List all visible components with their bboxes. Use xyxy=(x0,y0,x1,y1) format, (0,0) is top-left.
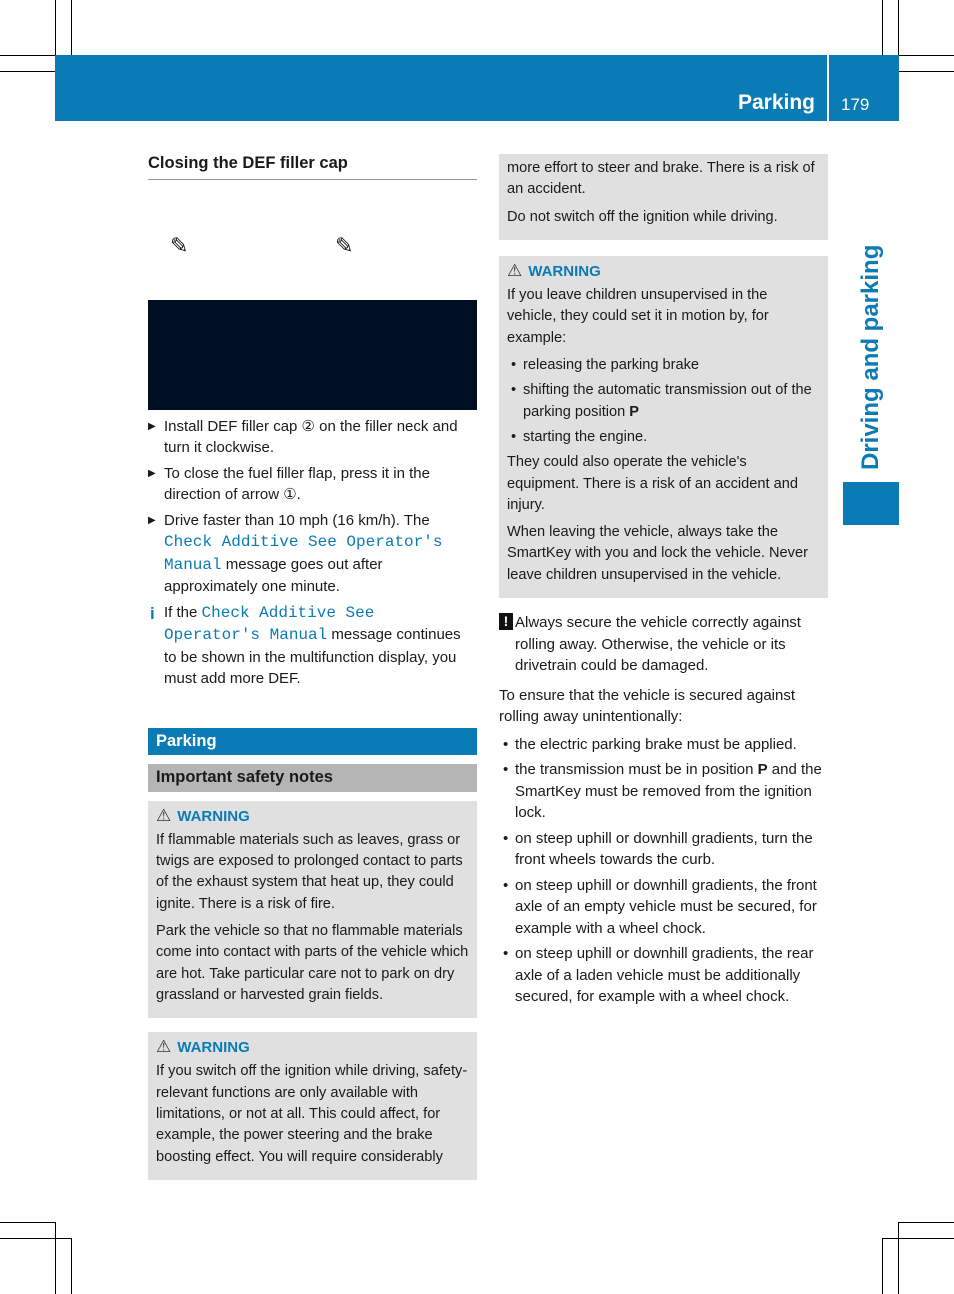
subsection-bar: Important safety notes xyxy=(148,764,477,792)
figure-image xyxy=(148,300,477,410)
crop-mark xyxy=(898,55,954,56)
list-item: • the transmission must be in position P and the SmartKey must be removed from the ignition lock. xyxy=(499,759,828,824)
list-item: • on steep uphill or downhill gradients, the rear axle of a laden vehicle must be additionally secured, for example with a wheel chock. xyxy=(499,943,828,1008)
chapter-tab xyxy=(843,482,899,525)
crop-mark xyxy=(0,1222,56,1223)
step-item: ▶ Install DEF filler cap ② on the filler neck and turn it clockwise. xyxy=(148,416,477,459)
crop-mark xyxy=(882,1238,954,1239)
notice: ! Always secure the vehicle correctly against rolling away. Otherwise, the vehicle or its drivetrain could be damaged. xyxy=(499,612,828,677)
display-message: Check Additive See Operator's Manual xyxy=(164,533,443,574)
pump-icon: ✎ xyxy=(335,232,354,258)
list-item: • releasing the parking brake xyxy=(507,355,820,376)
info-note: i If the Check Additive See Operator's Manual message continues to be shown in the multifunction display, you must add more DEF. xyxy=(150,603,461,687)
crop-mark xyxy=(898,1222,954,1223)
list-item: • shifting the automatic transmission out of the parking position P xyxy=(507,380,820,423)
crop-mark xyxy=(898,71,954,72)
warning-header: ⚠ WARNING xyxy=(156,1037,250,1057)
warning-triangle-icon: ⚠ xyxy=(507,260,523,280)
warning-triangle-icon: ⚠ xyxy=(156,1037,172,1057)
info-icon: i xyxy=(150,603,155,623)
crop-mark xyxy=(882,0,883,56)
section-title: Parking xyxy=(737,91,815,114)
section-bar: Parking xyxy=(148,728,477,756)
warning-box: ⚠ WARNING If you leave children unsupervised in the vehicle, they could set it in motion by, for example: • releasing the parking brake • shifting the automatic transmission out of the parking position P • starting the engine. They could also operate the vehicle's equipment. There is a risk of an accident and injury. When leaving the vehicle, always take the SmartKey with you and lock the vehicle. Never leave children unsupervised in the vehicle. xyxy=(499,256,828,598)
page-number: 179 xyxy=(841,95,870,114)
pump-icon: ✎ xyxy=(170,232,189,258)
left-column xyxy=(148,153,477,1180)
crop-mark xyxy=(0,71,56,72)
crop-mark xyxy=(55,1222,56,1294)
list-item: • on steep uphill or downhill gradients, the front axle of an empty vehicle must be secured, for example with a wheel chock. xyxy=(499,875,828,940)
intro-text: To ensure that the vehicle is secured against rolling away unintentionally: xyxy=(499,686,796,726)
crop-mark xyxy=(55,0,56,56)
step-item: ▶ To close the fuel filler flap, press it in the direction of arrow ①. xyxy=(148,463,477,506)
def-filler-figure xyxy=(148,180,477,410)
crop-mark xyxy=(0,55,56,56)
page-header xyxy=(55,55,899,121)
warning-header: ⚠ WARNING xyxy=(507,260,601,280)
list-item: • the electric parking brake must be applied. xyxy=(499,734,828,756)
chapter-label: Driving and parking xyxy=(857,244,884,470)
crop-mark xyxy=(71,1238,72,1294)
subheading: Closing the DEF filler cap xyxy=(148,153,477,180)
crop-mark xyxy=(71,0,72,56)
header-divider xyxy=(827,55,829,121)
step-item: ▶ Drive faster than 10 mph (16 km/h). The Check Additive See Operator's Manual message goes out after approximately one minute. xyxy=(148,510,477,598)
warning-box: ⚠ WARNING If flammable materials such as leaves, grass or twigs are exposed to prolonged contact to parts of the exhaust system that heat up, they could ignite. There is a risk of fire. Park the vehicle so that no flammable materials come into contact with parts of the vehicle which are hot. Take particular care not to park on dry grassland or harvested grain fields. xyxy=(148,801,477,1019)
crop-mark xyxy=(898,1222,899,1294)
warning-box: ⚠ WARNING If you switch off the ignition while driving, safety-relevant functions are only available with limitations, or not at all. This could affect, for example, the power steering and the brake boosting effect. You will require considerably xyxy=(148,1032,477,1180)
crop-mark xyxy=(898,0,899,56)
warning-continuation: more effort to steer and brake. There is a risk of an accident. Do not switch off the ignition while driving. xyxy=(499,154,828,240)
list-item: • starting the engine. xyxy=(507,427,820,448)
display-message: Check Additive See Operator's Manual xyxy=(164,603,375,644)
crop-mark xyxy=(0,1238,72,1239)
exclamation-icon: ! xyxy=(499,613,513,630)
list-item: • on steep uphill or downhill gradients, turn the front wheels towards the curb. xyxy=(499,828,828,871)
right-column xyxy=(499,154,828,1012)
crop-mark xyxy=(882,1238,883,1294)
warning-triangle-icon: ⚠ xyxy=(156,805,172,825)
warning-header: ⚠ WARNING xyxy=(156,805,250,825)
